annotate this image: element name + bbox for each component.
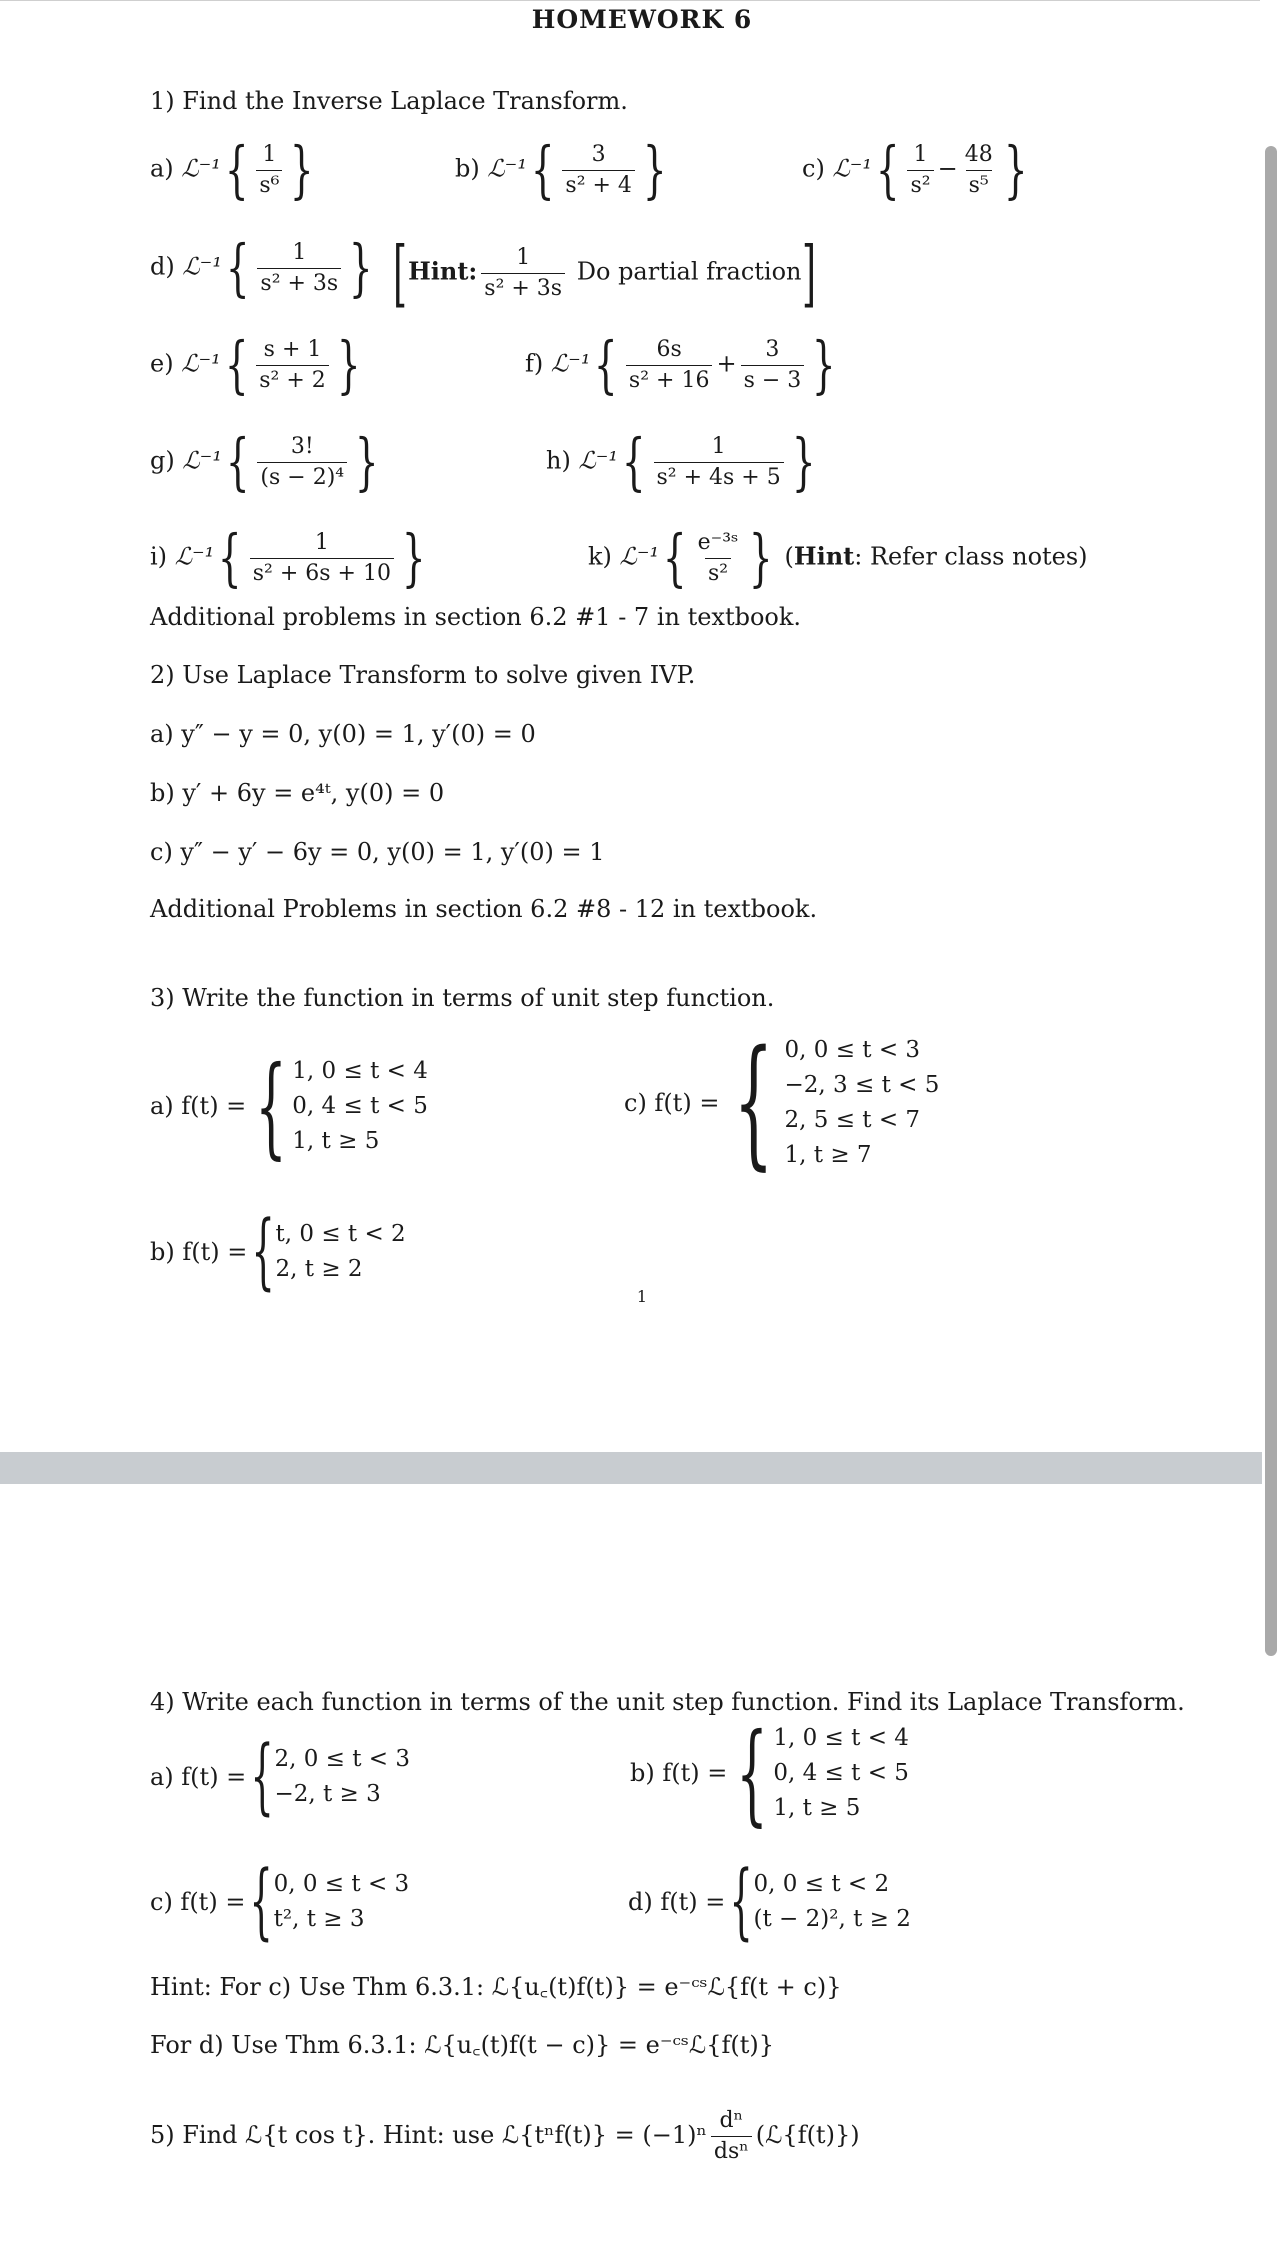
problem-2a: a) y″ − y = 0, y(0) = 1, y′(0) = 0 <box>150 720 536 748</box>
page-gap <box>0 1452 1284 1484</box>
page-2 <box>0 1484 1260 2256</box>
problem-1c: c) ℒ⁻¹{ $\frac{1}{\text{s²}}$ − $\frac{48}{\text{s⁵}}$ } <box>802 133 1028 206</box>
page-number: 1 <box>636 1287 648 1306</box>
problem-4-heading: 4) Write each function in terms of the unit step function. Find its Laplace Transform. <box>150 1688 1185 1716</box>
problem-2-heading: 2) Use Laplace Transform to solve given IVP. <box>150 661 696 689</box>
problem-1d: d) ℒ⁻¹{ $\frac{1}{\text{s² + 3s}}$ } <box>150 231 373 304</box>
problem-5: 5) Find ℒ{t cos t}. Hint: use ℒ{tⁿf(t)} = (−1)ⁿ $\frac{\text{dⁿ}}{\text{dsⁿ}}$ (ℒ{f(t)}) <box>150 2108 860 2164</box>
problem-4-hint-c: Hint: For c) Use Thm 6.3.1: ℒ{u꜀(t)f(t)} = e⁻ᶜˢℒ{f(t + c)} <box>150 1973 842 2001</box>
problem-4-hint-d: For d) Use Thm 6.3.1: ℒ{u꜀(t)f(t − c)} = e⁻ᶜˢℒ{f(t)} <box>150 2031 774 2059</box>
problem-1i: i) ℒ⁻¹{ $\frac{1}{\text{s² + 6s + 10}}$ } <box>150 521 426 594</box>
problem-1a: a) ℒ⁻¹{ $\frac{1}{\text{s⁶}}$ } <box>150 133 315 206</box>
problem-3c: c) f(t) = { 0, 0 ≤ t < 3 −2, 3 ≤ t < 5 2, 5 ≤ t < 7 1, t ≥ 7 <box>624 1021 940 1184</box>
problem-1e: e) ℒ⁻¹{ $\frac{s + 1}{\text{s² + 2}}$ } <box>150 328 361 401</box>
problem-1-heading: 1) Find the Inverse Laplace Transform. <box>150 87 628 115</box>
homework-title: HOMEWORK 6 <box>531 5 753 34</box>
problem-2c: c) y″ − y′ − 6y = 0, y(0) = 1, y′(0) = 1 <box>150 838 605 866</box>
problem-1d-hint: [Hint: $\frac{1}{\text{s² + 3s}}$ Do partial fraction] <box>393 231 817 315</box>
problem-3a: a) f(t) = { 1, 0 ≤ t < 4 0, 4 ≤ t < 5 1, t ≥ 5 <box>150 1042 428 1170</box>
problem-1k: k) ℒ⁻¹{ $\frac{\text{e⁻³ˢ}}{\text{s²}}$ } (Hint: Refer class notes) <box>588 521 1088 594</box>
problem-1f: f) ℒ⁻¹{ $\frac{6s}{\text{s² + 16}}$ + $\frac{3}{s - 3}$ } <box>525 328 836 401</box>
scrollbar-thumb[interactable] <box>1265 146 1277 1656</box>
problem-3-heading: 3) Write the function in terms of unit step function. <box>150 984 775 1012</box>
problem-4c: c) f(t) = { 0, 0 ≤ t < 3 t², t ≥ 3 <box>150 1854 410 1949</box>
problem-1g: g) ℒ⁻¹{ $\frac{3!}{\text{(s − 2)⁴}}$ } <box>150 425 379 498</box>
problem-4d: d) f(t) = { 0, 0 ≤ t < 2 (t − 2)², t ≥ 2 <box>628 1854 911 1949</box>
problem-2b: b) y′ + 6y = e⁴ᵗ, y(0) = 0 <box>150 779 445 807</box>
problem-2-additional: Additional Problems in section 6.2 #8 - 12 in textbook. <box>150 895 818 923</box>
problem-1h: h) ℒ⁻¹{ $\frac{1}{\text{s² + 4s + 5}}$ } <box>546 425 816 498</box>
problem-4b: b) f(t) = { 1, 0 ≤ t < 4 0, 4 ≤ t < 5 1, t ≥ 5 <box>630 1709 909 1837</box>
problem-3b: b) f(t) = { t, 0 ≤ t < 2 2, t ≥ 2 <box>150 1204 406 1299</box>
problem-1b: b) ℒ⁻¹{ $\frac{3}{\text{s² + 4}}$ } <box>455 133 667 206</box>
problem-4a: a) f(t) = { 2, 0 ≤ t < 3 −2, t ≥ 3 <box>150 1729 411 1824</box>
problem-1-additional: Additional problems in section 6.2 #1 - 7 in textbook. <box>150 603 802 631</box>
